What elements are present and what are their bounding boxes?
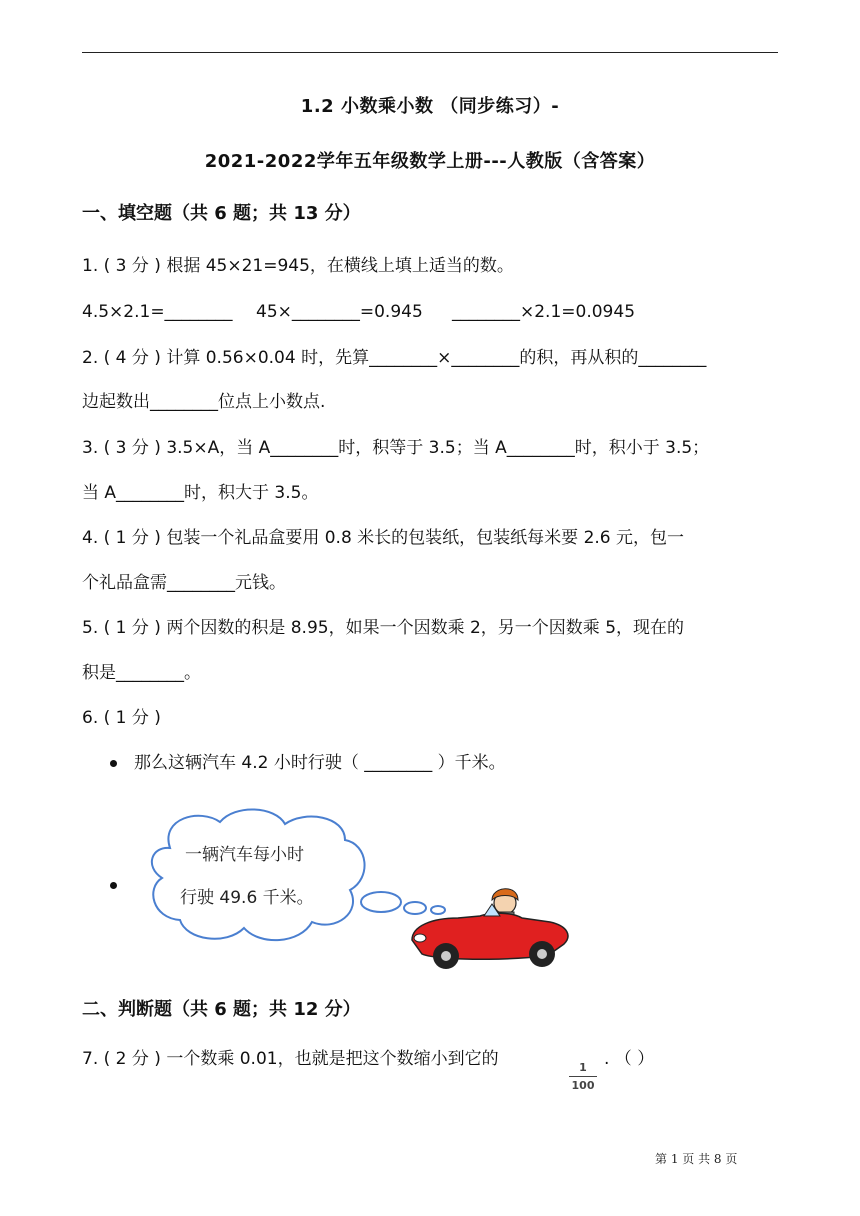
car-thought-bubble-illustration [140, 808, 580, 978]
thought-cloud-icon [152, 809, 445, 940]
question-3-line-1: 3. ( 3 分 ) 3.5×A，当 A________时，积等于 3.5；当 A________时，积小于 3.5； [82, 438, 710, 458]
header-rule [82, 52, 778, 53]
title-line-1: 1.2 小数乘小数 （同步练习）- [300, 96, 560, 117]
question-7-text: 7. ( 2 分 ) 一个数乘 0.01，也就是把这个数缩小到它的 [82, 1049, 499, 1069]
question-6-bullet-text: 那么这辆汽车 4.2 小时行驶（ ________ ）千米。 [134, 753, 506, 773]
fraction-one-hundredth [567, 1061, 599, 1092]
question-1-prompt: 1. ( 3 分 ) 根据 45×21=945，在横线上填上适当的数。 [82, 256, 514, 276]
title-line-2: 2021-2022学年五年级数学上册---人教版（含答案） [204, 151, 656, 172]
question-2-line-1: 2. ( 4 分 ) 计算 0.56×0.04 时，先算________×________的积，再从积的________ [82, 348, 707, 368]
page-footer: 第 1 页 共 8 页 [655, 1152, 738, 1166]
question-2-line-2: 边起数出________位点上小数点. [82, 392, 326, 412]
question-7-answer-bracket: . （ ） [604, 1049, 655, 1069]
red-car-icon [412, 889, 568, 969]
section-2-heading: 二、判断题（共 6 题；共 12 分） [82, 999, 361, 1020]
cloud-text-line-1: 一辆汽车每小时 [185, 845, 304, 865]
fraction-numerator: 1 [579, 1061, 587, 1074]
question-5-line-1: 5. ( 1 分 ) 两个因数的积是 8.95，如果一个因数乘 2，另一个因数乘 5，现在的 [82, 618, 685, 638]
question-4-line-1: 4. ( 1 分 ) 包装一个礼品盒要用 0.8 米长的包装纸，包装纸每米要 2.6 元，包一 [82, 528, 685, 548]
fraction-denominator: 100 [571, 1079, 595, 1092]
section-1-heading: 一、填空题（共 6 题；共 13 分） [82, 203, 361, 224]
question-6-prompt: 6. ( 1 分 ) [82, 708, 161, 728]
question-1-part-b: 45×________=0.945 [256, 302, 423, 322]
question-5-line-2: 积是________。 [82, 663, 201, 683]
question-3-line-2: 当 A________时，积大于 3.5。 [82, 483, 319, 503]
cloud-text-line-2: 行驶 49.6 千米。 [180, 888, 314, 908]
bullet-dot [110, 882, 117, 889]
question-1-part-c: ________×2.1=0.0945 [452, 302, 636, 322]
bullet-dot [110, 760, 117, 767]
fraction-bar [569, 1076, 597, 1077]
question-4-line-2: 个礼品盒需________元钱。 [82, 573, 286, 593]
question-1-part-a: 4.5×2.1=________ [82, 302, 233, 322]
